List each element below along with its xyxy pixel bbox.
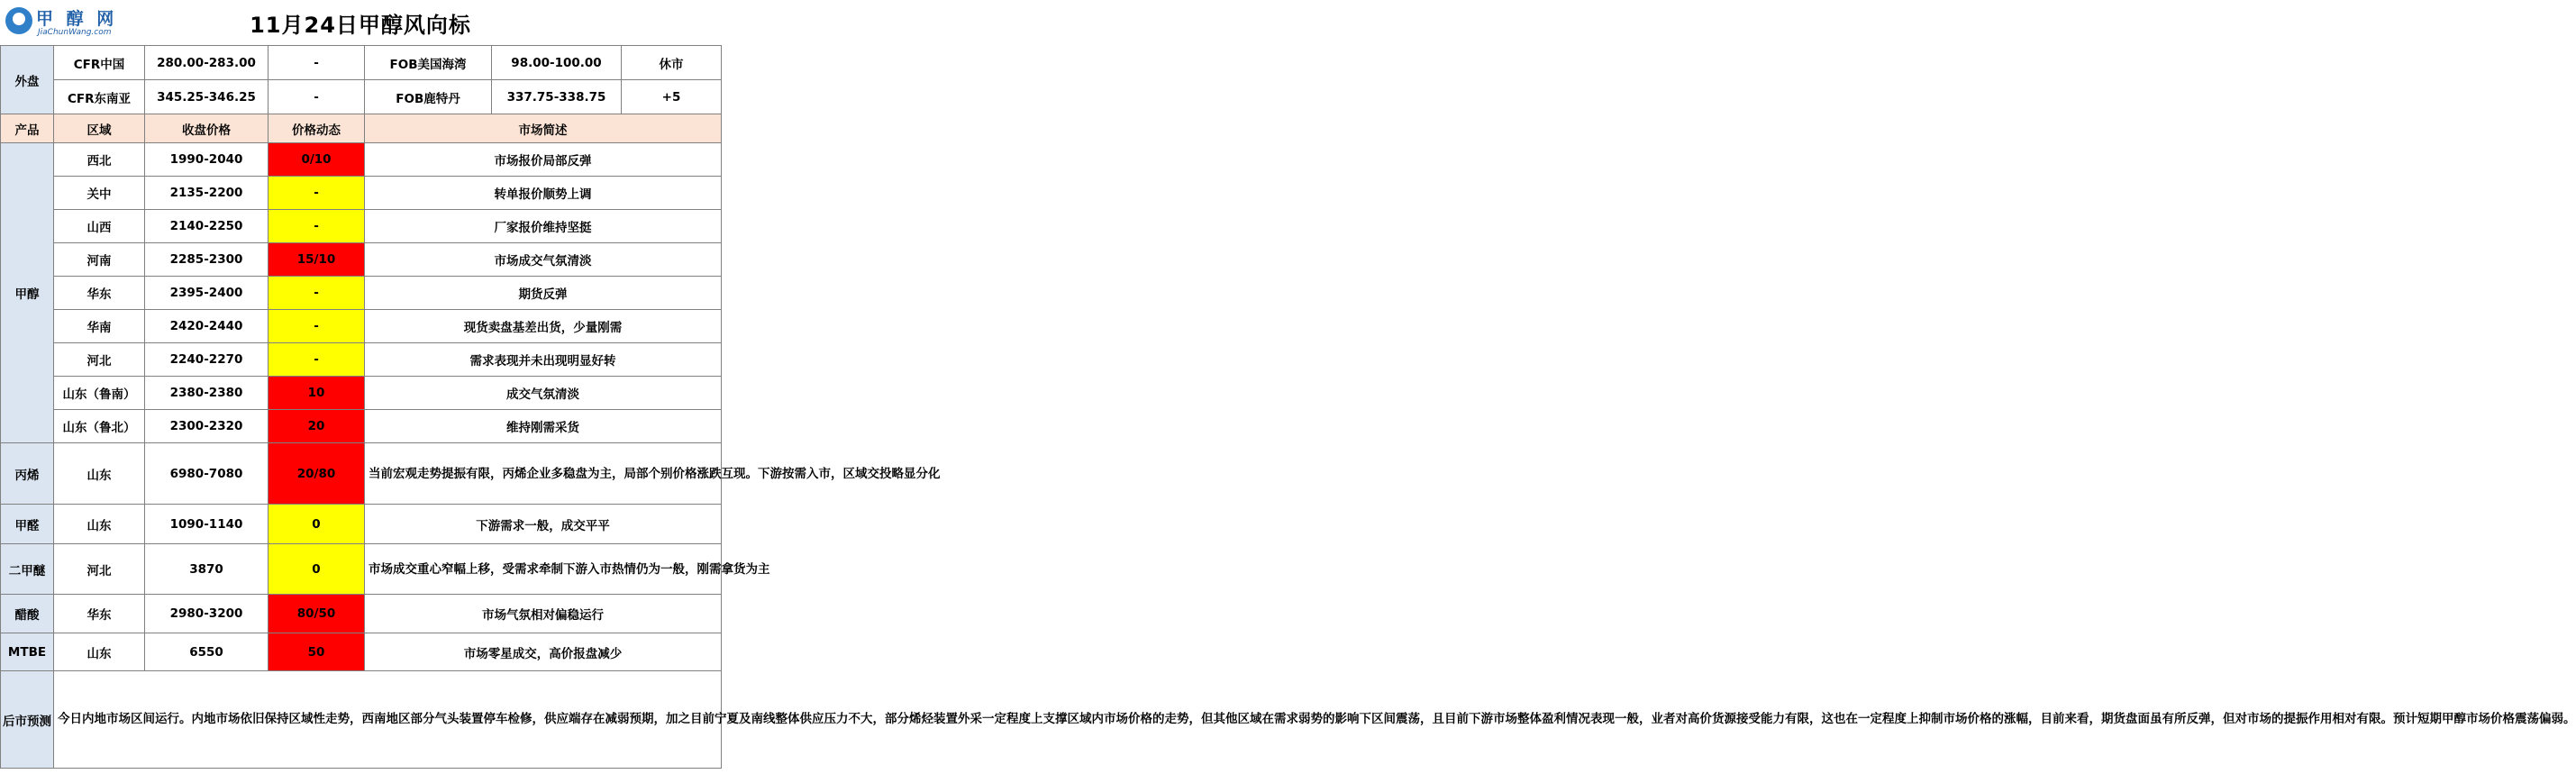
- overseas-row: [1, 46, 722, 80]
- overseas-row: [1, 80, 722, 114]
- region-cell: 山东（鲁北）: [54, 410, 145, 443]
- price-cell: 6550: [145, 633, 269, 671]
- table-row: [1, 633, 722, 671]
- table-row: [1, 243, 722, 277]
- table-row: [1, 505, 722, 544]
- overseas-market: CFR中国: [54, 46, 145, 80]
- comment-cell: 成交气氛清淡: [365, 377, 722, 410]
- price-cell: 2420-2440: [145, 310, 269, 343]
- comment-cell: 当前宏观走势提振有限，丙烯企业多稳盘为主，局部个别价格涨跌互现。下游按需入市，区域交投略显分化: [365, 443, 722, 505]
- dynamic-cell: 20: [269, 410, 365, 443]
- overseas-price: 345.25-346.25: [145, 80, 269, 114]
- table-row: [1, 343, 722, 377]
- comment-cell: 市场报价局部反弹: [365, 143, 722, 177]
- comment-cell: 现货卖盘基差出货，少量刚需: [365, 310, 722, 343]
- table-row: [1, 310, 722, 343]
- overseas-price: 337.75-338.75: [492, 80, 622, 114]
- overseas-price: 98.00-100.00: [492, 46, 622, 80]
- dynamic-cell: -: [269, 343, 365, 377]
- region-cell: 山东: [54, 443, 145, 505]
- price-cell: 1090-1140: [145, 505, 269, 544]
- dynamic-cell: 10: [269, 377, 365, 410]
- price-cell: 2380-2380: [145, 377, 269, 410]
- region-cell: 山东（鲁南）: [54, 377, 145, 410]
- table-row: [1, 277, 722, 310]
- price-cell: 3870: [145, 544, 269, 595]
- col-close-price: 收盘价格: [145, 114, 269, 143]
- region-cell: 关中: [54, 177, 145, 210]
- overseas-change: 休市: [622, 46, 722, 80]
- col-product: 产品: [1, 114, 54, 143]
- dynamic-cell: -: [269, 210, 365, 243]
- overseas-change: -: [269, 46, 365, 80]
- dynamic-cell: 50: [269, 633, 365, 671]
- dynamic-cell: 0: [269, 544, 365, 595]
- price-cell: 2980-3200: [145, 595, 269, 633]
- comment-cell: 市场零星成交，高价报盘减少: [365, 633, 722, 671]
- price-cell: 2300-2320: [145, 410, 269, 443]
- price-cell: 2240-2270: [145, 343, 269, 377]
- region-cell: 河北: [54, 544, 145, 595]
- overseas-market: CFR东南亚: [54, 80, 145, 114]
- page-title: 11月24日甲醇风向标: [250, 13, 471, 38]
- table-row: [1, 210, 722, 243]
- dynamic-cell: -: [269, 310, 365, 343]
- product-methanol: 甲醇: [1, 143, 54, 443]
- product-mtbe: MTBE: [1, 633, 54, 671]
- dynamic-cell: 0: [269, 505, 365, 544]
- region-cell: 山东: [54, 633, 145, 671]
- region-cell: 华南: [54, 310, 145, 343]
- product-formaldehyde: 甲醛: [1, 505, 54, 544]
- comment-cell: 期货反弹: [365, 277, 722, 310]
- comment-cell: 市场成交气氛清淡: [365, 243, 722, 277]
- region-cell: 华东: [54, 595, 145, 633]
- col-market-comment: 市场简述: [365, 114, 722, 143]
- table-row: [1, 177, 722, 210]
- col-region: 区域: [54, 114, 145, 143]
- price-cell: 1990-2040: [145, 143, 269, 177]
- price-cell: 2140-2250: [145, 210, 269, 243]
- overseas-market: FOB美国海湾: [365, 46, 492, 80]
- table-row: [1, 595, 722, 633]
- product-propylene: 丙烯: [1, 443, 54, 505]
- product-acetic-acid: 醋酸: [1, 595, 54, 633]
- overseas-change: -: [269, 80, 365, 114]
- dynamic-cell: 0/10: [269, 143, 365, 177]
- price-cell: 2395-2400: [145, 277, 269, 310]
- title-bar: [0, 0, 721, 46]
- region-cell: 山东: [54, 505, 145, 544]
- dynamic-cell: 80/50: [269, 595, 365, 633]
- logo-domain: JiaChunWang.com: [38, 28, 112, 37]
- dynamic-cell: 20/80: [269, 443, 365, 505]
- comment-cell: 维持刚需采货: [365, 410, 722, 443]
- price-cell: 2135-2200: [145, 177, 269, 210]
- overseas-label: 外盘: [1, 46, 54, 114]
- col-price-dynamic: 价格动态: [269, 114, 365, 143]
- region-cell: 华东: [54, 277, 145, 310]
- overseas-market: FOB鹿特丹: [365, 80, 492, 114]
- overseas-price: 280.00-283.00: [145, 46, 269, 80]
- region-cell: 西北: [54, 143, 145, 177]
- forecast-row: [1, 671, 722, 769]
- column-header-row: [1, 114, 722, 143]
- price-table: [0, 45, 2576, 769]
- dynamic-cell: -: [269, 277, 365, 310]
- comment-cell: 厂家报价维持坚挺: [365, 210, 722, 243]
- region-cell: 河南: [54, 243, 145, 277]
- comment-cell: 市场气氛相对偏稳运行: [365, 595, 722, 633]
- dynamic-cell: -: [269, 177, 365, 210]
- table-row: [1, 410, 722, 443]
- comment-cell: 转单报价顺势上调: [365, 177, 722, 210]
- table-row: [1, 443, 722, 505]
- comment-cell: 下游需求一般，成交平平: [365, 505, 722, 544]
- comment-cell: 市场成交重心窄幅上移，受需求牵制下游入市热情仍为一般，刚需拿货为主: [365, 544, 722, 595]
- price-cell: 2285-2300: [145, 243, 269, 277]
- overseas-change: +5: [622, 80, 722, 114]
- table-row: [1, 377, 722, 410]
- table-row: [1, 544, 722, 595]
- comment-cell: 需求表现并未出现明显好转: [365, 343, 722, 377]
- price-cell: 6980-7080: [145, 443, 269, 505]
- logo-text: 甲 醇 网: [36, 9, 118, 29]
- region-cell: 河北: [54, 343, 145, 377]
- dynamic-cell: 15/10: [269, 243, 365, 277]
- table-row: [1, 143, 722, 177]
- product-dme: 二甲醚: [1, 544, 54, 595]
- forecast-text: 今日内地市场区间运行。内地市场依旧保持区域性走势，西南地区部分气头装置停车检修，供应端存在减弱预期，加之目前宁夏及南线整体供应压力不大，部分烯烃装置外采一定程度上支撑区域内市场价格的走势，但其他区域在需求弱势的影响下区间震荡，且目前下游市场整体盈利情况表现一般，业者对高价货源接受能力有限，这也在一定程度上抑制市场价格的涨幅，目前来看，期货盘面虽有所反弹，但对市场的提振作用相对有限。预计短期甲醇市场价格震荡偏弱。: [54, 671, 722, 769]
- forecast-label: 后市预测: [1, 671, 54, 769]
- region-cell: 山西: [54, 210, 145, 243]
